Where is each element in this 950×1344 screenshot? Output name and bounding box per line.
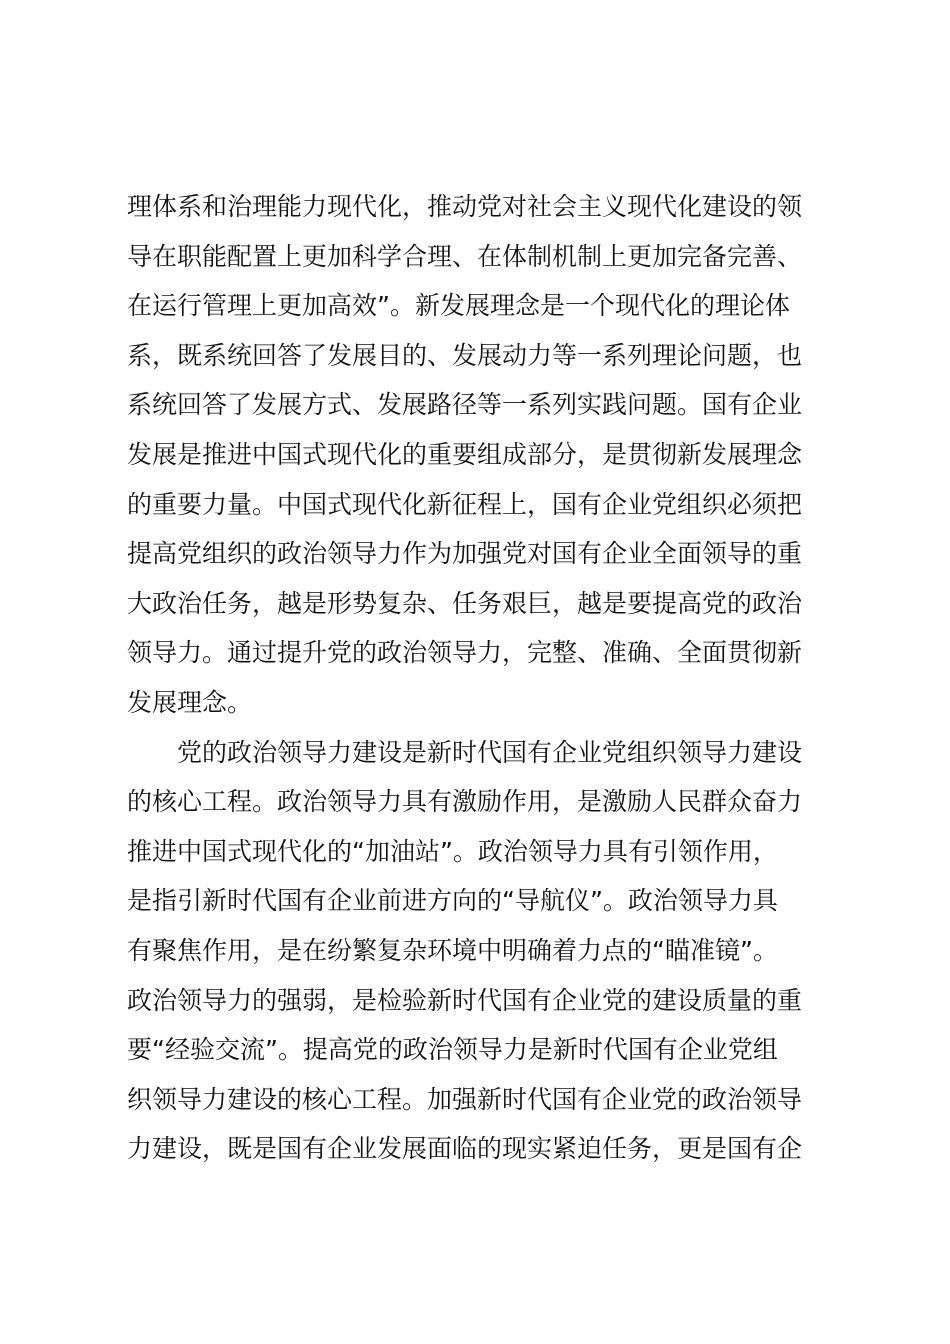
text-line: 理体系和治理能力现代化，推动党对社会主义现代化建设的领 — [127, 192, 803, 221]
text-line: 大政治任务，越是形势复杂、任务艰巨，越是要提高党的政治 — [127, 588, 803, 618]
text-line: 系，既系统回答了发展目的、发展动力等一系列理论问题，也 — [127, 340, 803, 370]
text-line: 推进中国式现代化的“加油站”。政治领导力具有引领作用， — [127, 836, 778, 866]
text-line: 的核心工程。政治领导力具有激励作用，是激励人民群众奋力 — [127, 787, 803, 817]
text-line: 发展理念。 — [127, 687, 253, 717]
text-line: 政治领导力的强弱，是检验新时代国有企业党的建设质量的重 — [127, 985, 803, 1015]
text-line: 领导力。通过提升党的政治领导力，完整、准确、全面贯彻新 — [127, 638, 803, 668]
text-line: 要“经验交流”。提高党的政治领导力是新时代国有企业党组 — [127, 1035, 778, 1065]
text-line: 发展是推进中国式现代化的重要组成部分，是贯彻新发展理念 — [127, 439, 803, 469]
paragraph-first-line: 党的政治领导力建设是新时代国有企业党组织领导力建设 — [177, 737, 803, 767]
text-line: 是指引新时代国有企业前进方向的“导航仪”。政治领导力具 — [127, 886, 778, 916]
text-line: 的重要力量。中国式现代化新征程上，国有企业党组织必须把 — [127, 489, 803, 519]
text-line: 力建设，既是国有企业发展面临的现实紧迫任务，更是国有企 — [127, 1134, 803, 1164]
text-line: 有聚焦作用，是在纷繁复杂环境中明确着力点的“瞄准镜”。 — [127, 935, 778, 965]
body-text — [127, 182, 837, 1174]
text-line: 导在职能配置上更加科学合理、在体制机制上更加完备完善、 — [127, 241, 803, 271]
text-line: 提高党组织的政治领导力作为加强党对国有企业全面领导的重 — [127, 539, 803, 569]
text-line: 织领导力建设的核心工程。加强新时代国有企业党的政治领导 — [127, 1084, 803, 1114]
text-line: 系统回答了发展方式、发展路径等一系列实践问题。国有企业 — [127, 390, 803, 420]
text-line: 在运行管理上更加高效”。新发展理念是一个现代化的理论体 — [127, 291, 790, 321]
